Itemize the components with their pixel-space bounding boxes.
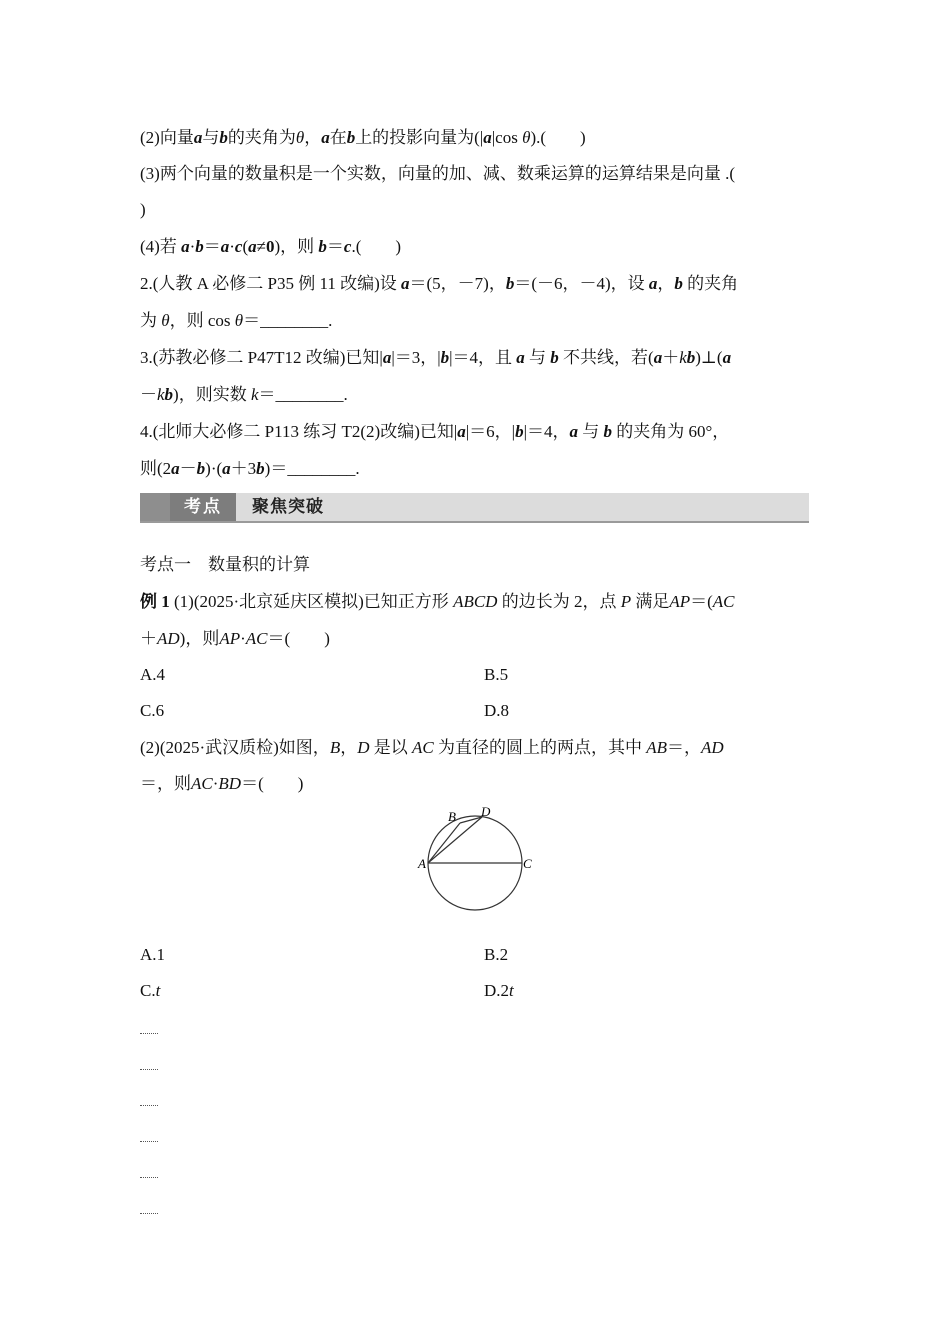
option-a[interactable]: A.4 <box>140 665 166 684</box>
label-d: D <box>481 804 491 819</box>
example-1-part2-line1: (2)(2025·武汉质检)如图，B，D 是以 AC 为直径的圆上的两点，其中 AB＝，AD <box>140 738 724 757</box>
question-item-3-line2: ) <box>140 200 146 219</box>
dotted-mark <box>140 1105 158 1106</box>
option-c-2[interactable]: C.t <box>140 981 161 1000</box>
dotted-mark <box>140 1177 158 1178</box>
option-a-2[interactable]: A.1 <box>140 945 166 964</box>
label-b: B <box>448 809 456 824</box>
label-a: A <box>418 856 426 871</box>
circle-figure <box>414 804 544 921</box>
example-1-line2: ＋AD)，则AP·AC＝( ) <box>140 629 330 648</box>
option-b[interactable]: B.5 <box>484 665 509 684</box>
dotted-mark <box>140 1069 158 1070</box>
problem-2-line1: 2.(人教 A 必修二 P35 例 11 改编)设 a＝(5，－7)，b＝(－6，－4)，设 a，b 的夹角 <box>140 274 739 293</box>
dotted-mark <box>140 1213 158 1214</box>
section-title: 考点一 数量积的计算 <box>140 555 310 574</box>
option-b-2[interactable]: B.2 <box>484 945 509 964</box>
option-d-2[interactable]: D.2t <box>484 981 514 1000</box>
question-item-3-line1: (3)两个向量的数量积是一个实数，向量的加、减、数乘运算的运算结果是向量 .( <box>140 164 735 183</box>
banner-title: 聚焦突破 <box>252 497 324 517</box>
question-item-4: (4)若 a·b＝a·c(a≠0)，则 b＝c.( ) <box>140 237 402 256</box>
banner-tag: 考点 <box>170 493 236 521</box>
dotted-mark <box>140 1141 158 1142</box>
section-banner <box>140 493 809 523</box>
problem-3-line1: 3.(苏教必修二 P47T12 改编)已知|a|＝3，|b|＝4，且 a 与 b 不共线，若(a＋kb)⊥(a <box>140 348 732 367</box>
circle-diagram <box>414 804 544 916</box>
label-c: C <box>523 856 532 871</box>
banner-background <box>140 493 809 523</box>
problem-2-line2: 为 θ，则 cos θ＝________. <box>140 311 333 330</box>
example-1-part2-line2: ＝，则AC·BD＝( ) <box>140 774 304 793</box>
option-c[interactable]: C.6 <box>140 701 165 720</box>
option-d[interactable]: D.8 <box>484 701 510 720</box>
problem-4-line1: 4.(北师大必修二 P113 练习 T2(2)改编)已知|a|＝6，|b|＝4，a 与 b 的夹角为 60°， <box>140 422 730 441</box>
problem-3-line2: －kb)，则实数 k＝________. <box>140 385 348 404</box>
banner-accent <box>140 493 170 521</box>
question-item-2: (2)向量a与b的夹角为θ，a在b上的投影向量为(|a|cos θ).( ) <box>140 128 586 147</box>
problem-4-line2: 则(2a－b)·(a＋3b)＝________. <box>140 459 360 478</box>
example-1-line1: 例 1 (1)(2025·北京延庆区模拟)已知正方形 ABCD 的边长为 2，点 P 满足AP＝(AC <box>140 592 735 611</box>
dotted-mark <box>140 1033 158 1034</box>
